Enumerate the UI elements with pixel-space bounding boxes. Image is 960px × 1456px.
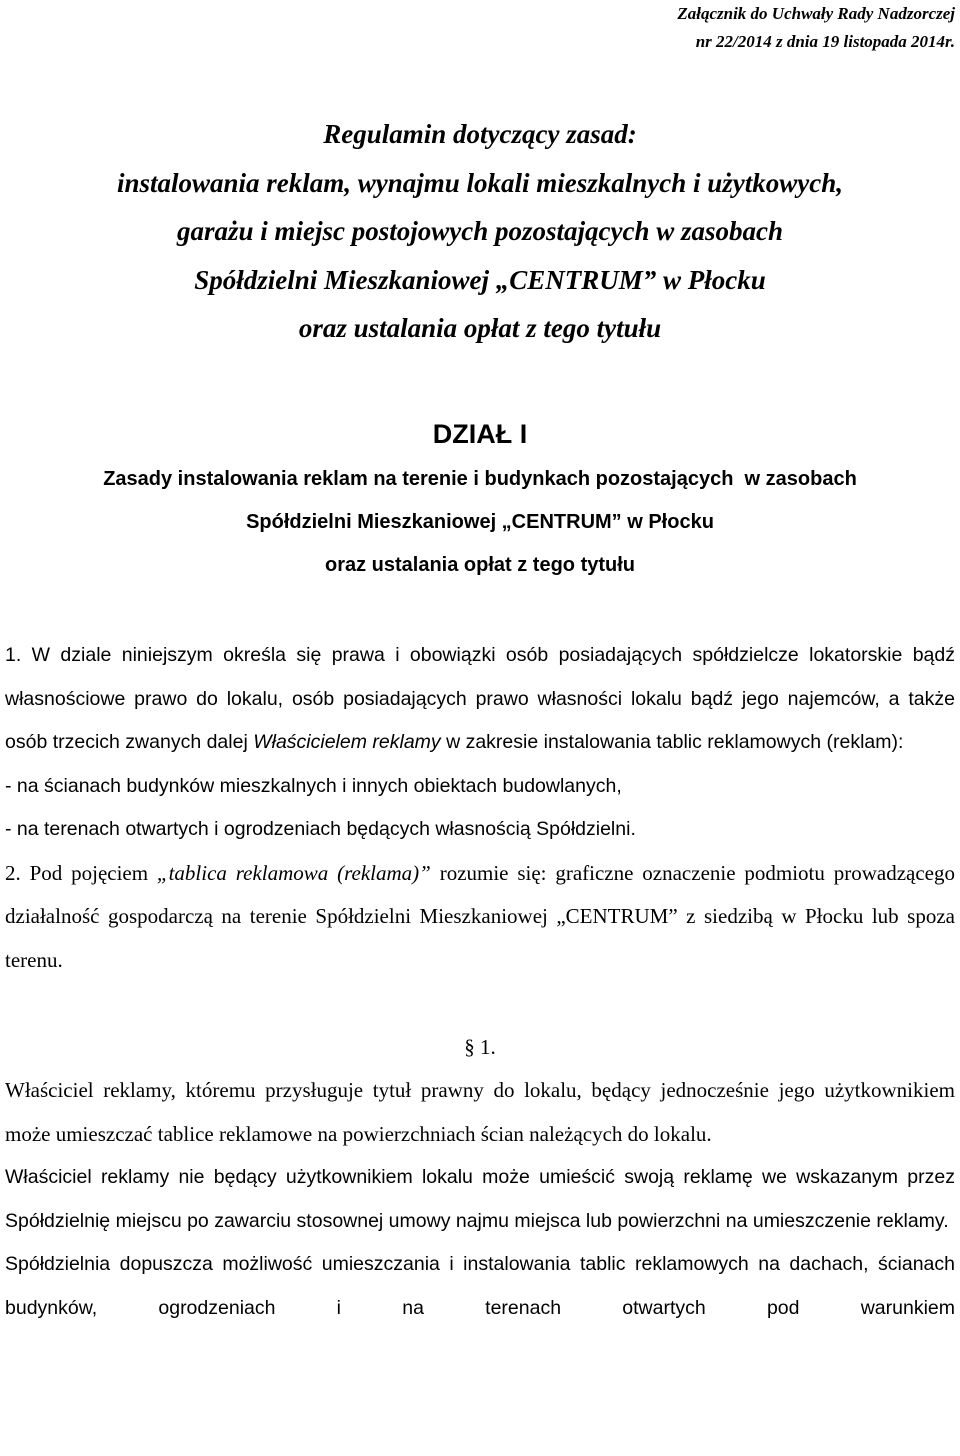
section-subtitle-line-2: Spółdzielni Mieszkaniowej „CENTRUM” w Płocku — [246, 511, 714, 533]
paragraph-mark: § 1. — [464, 1034, 496, 1059]
section-heading: DZIAŁ I — [432, 419, 528, 449]
paragraph-1 — [5, 634, 955, 765]
attachment-note-line-2: nr 22/2014 z dnia 19 listopada 2014r. — [695, 32, 955, 51]
attachment-note — [677, 0, 955, 56]
spacer — [5, 982, 955, 1026]
paragraph-1-emphasis: Właścicielem reklamy — [253, 731, 441, 753]
paragraph-2 — [5, 852, 955, 983]
paragraph-3: Właściciel reklamy, któremu przysługuje tytuł prawny do lokalu, będący jednocześnie jego użytkownikiem może umieszczać tablice reklamowe na powierzchniach ścian należących do lokalu. — [5, 1078, 955, 1146]
list-item-walls: - na ścianach budynków mieszkalnych i innych obiektach budowlanych, — [5, 774, 622, 797]
title-line-4: Spółdzielni Mieszkaniowej „CENTRUM” w Płocku — [194, 264, 766, 295]
paragraph-2-text-a: 2. Pod pojęciem — [5, 860, 157, 885]
paragraph-1-text-a: 1. W dziale niniejszym określa się prawa i obowiązki osób posiadających spółdzielcze lokatorskie bądź własnościowe prawo do lokalu, osób posiadających prawo własności lokalu bądź jego najemców, a także osób trzecich zwanych dalej — [5, 644, 955, 753]
section-subtitle-line-1: Zasady instalowania reklam na terenie i budynkach pozostających w zasobach — [103, 468, 857, 490]
paragraph-5: Spółdzielnia dopuszcza możliwość umieszczania i instalowania tablic reklamowych na dachach, ścianach budynków, ogrodzeniach i na terenach otwartych pod warunkiem — [5, 1253, 955, 1319]
paragraph-4: Właściciel reklamy nie będący użytkownikiem lokalu może umieścić swoją reklamę we wskazanym przez Spółdzielnię miejscu po zawarciu stosownej umowy najmu miejsca lub powierzchni na umieszczenie reklamy. — [5, 1166, 955, 1232]
title-line-1: Regulamin dotyczący zasad: — [323, 119, 637, 149]
title-line-5: oraz ustalania opłat z tego tytułu — [298, 313, 662, 343]
title-line-3: garażu i miejsc postojowych pozostających w zasobach — [176, 216, 784, 246]
paragraph-2-text-b: rozumie się: graficzne oznaczenie podmiotu prowadzącego działalność gospodarczą na terenie Spółdzielni Mieszkaniowej „CENTRUM” z siedzibą w Płocku lub spoza terenu. — [5, 860, 955, 972]
list-item-open-areas: - na terenach otwartych i ogrodzeniach będących własnością Spółdzielni. — [5, 818, 636, 840]
document-body — [5, 634, 955, 1330]
section-subtitle-line-3: oraz ustalania opłat z tego tytułu — [324, 554, 636, 576]
document-title — [0, 110, 960, 353]
paragraph-2-emphasis: „tablica reklamowa (reklama)” — [156, 860, 431, 885]
attachment-note-line-1: Załącznik do Uchwały Rady Nadzorczej — [677, 4, 955, 23]
title-line-2: instalowania reklam, wynajmu lokali mieszkalnych i użytkowych, — [116, 167, 844, 198]
section-heading-block — [0, 410, 960, 587]
paragraph-1-text-b: w zakresie instalowania tablic reklamowych (reklam): — [440, 731, 904, 753]
